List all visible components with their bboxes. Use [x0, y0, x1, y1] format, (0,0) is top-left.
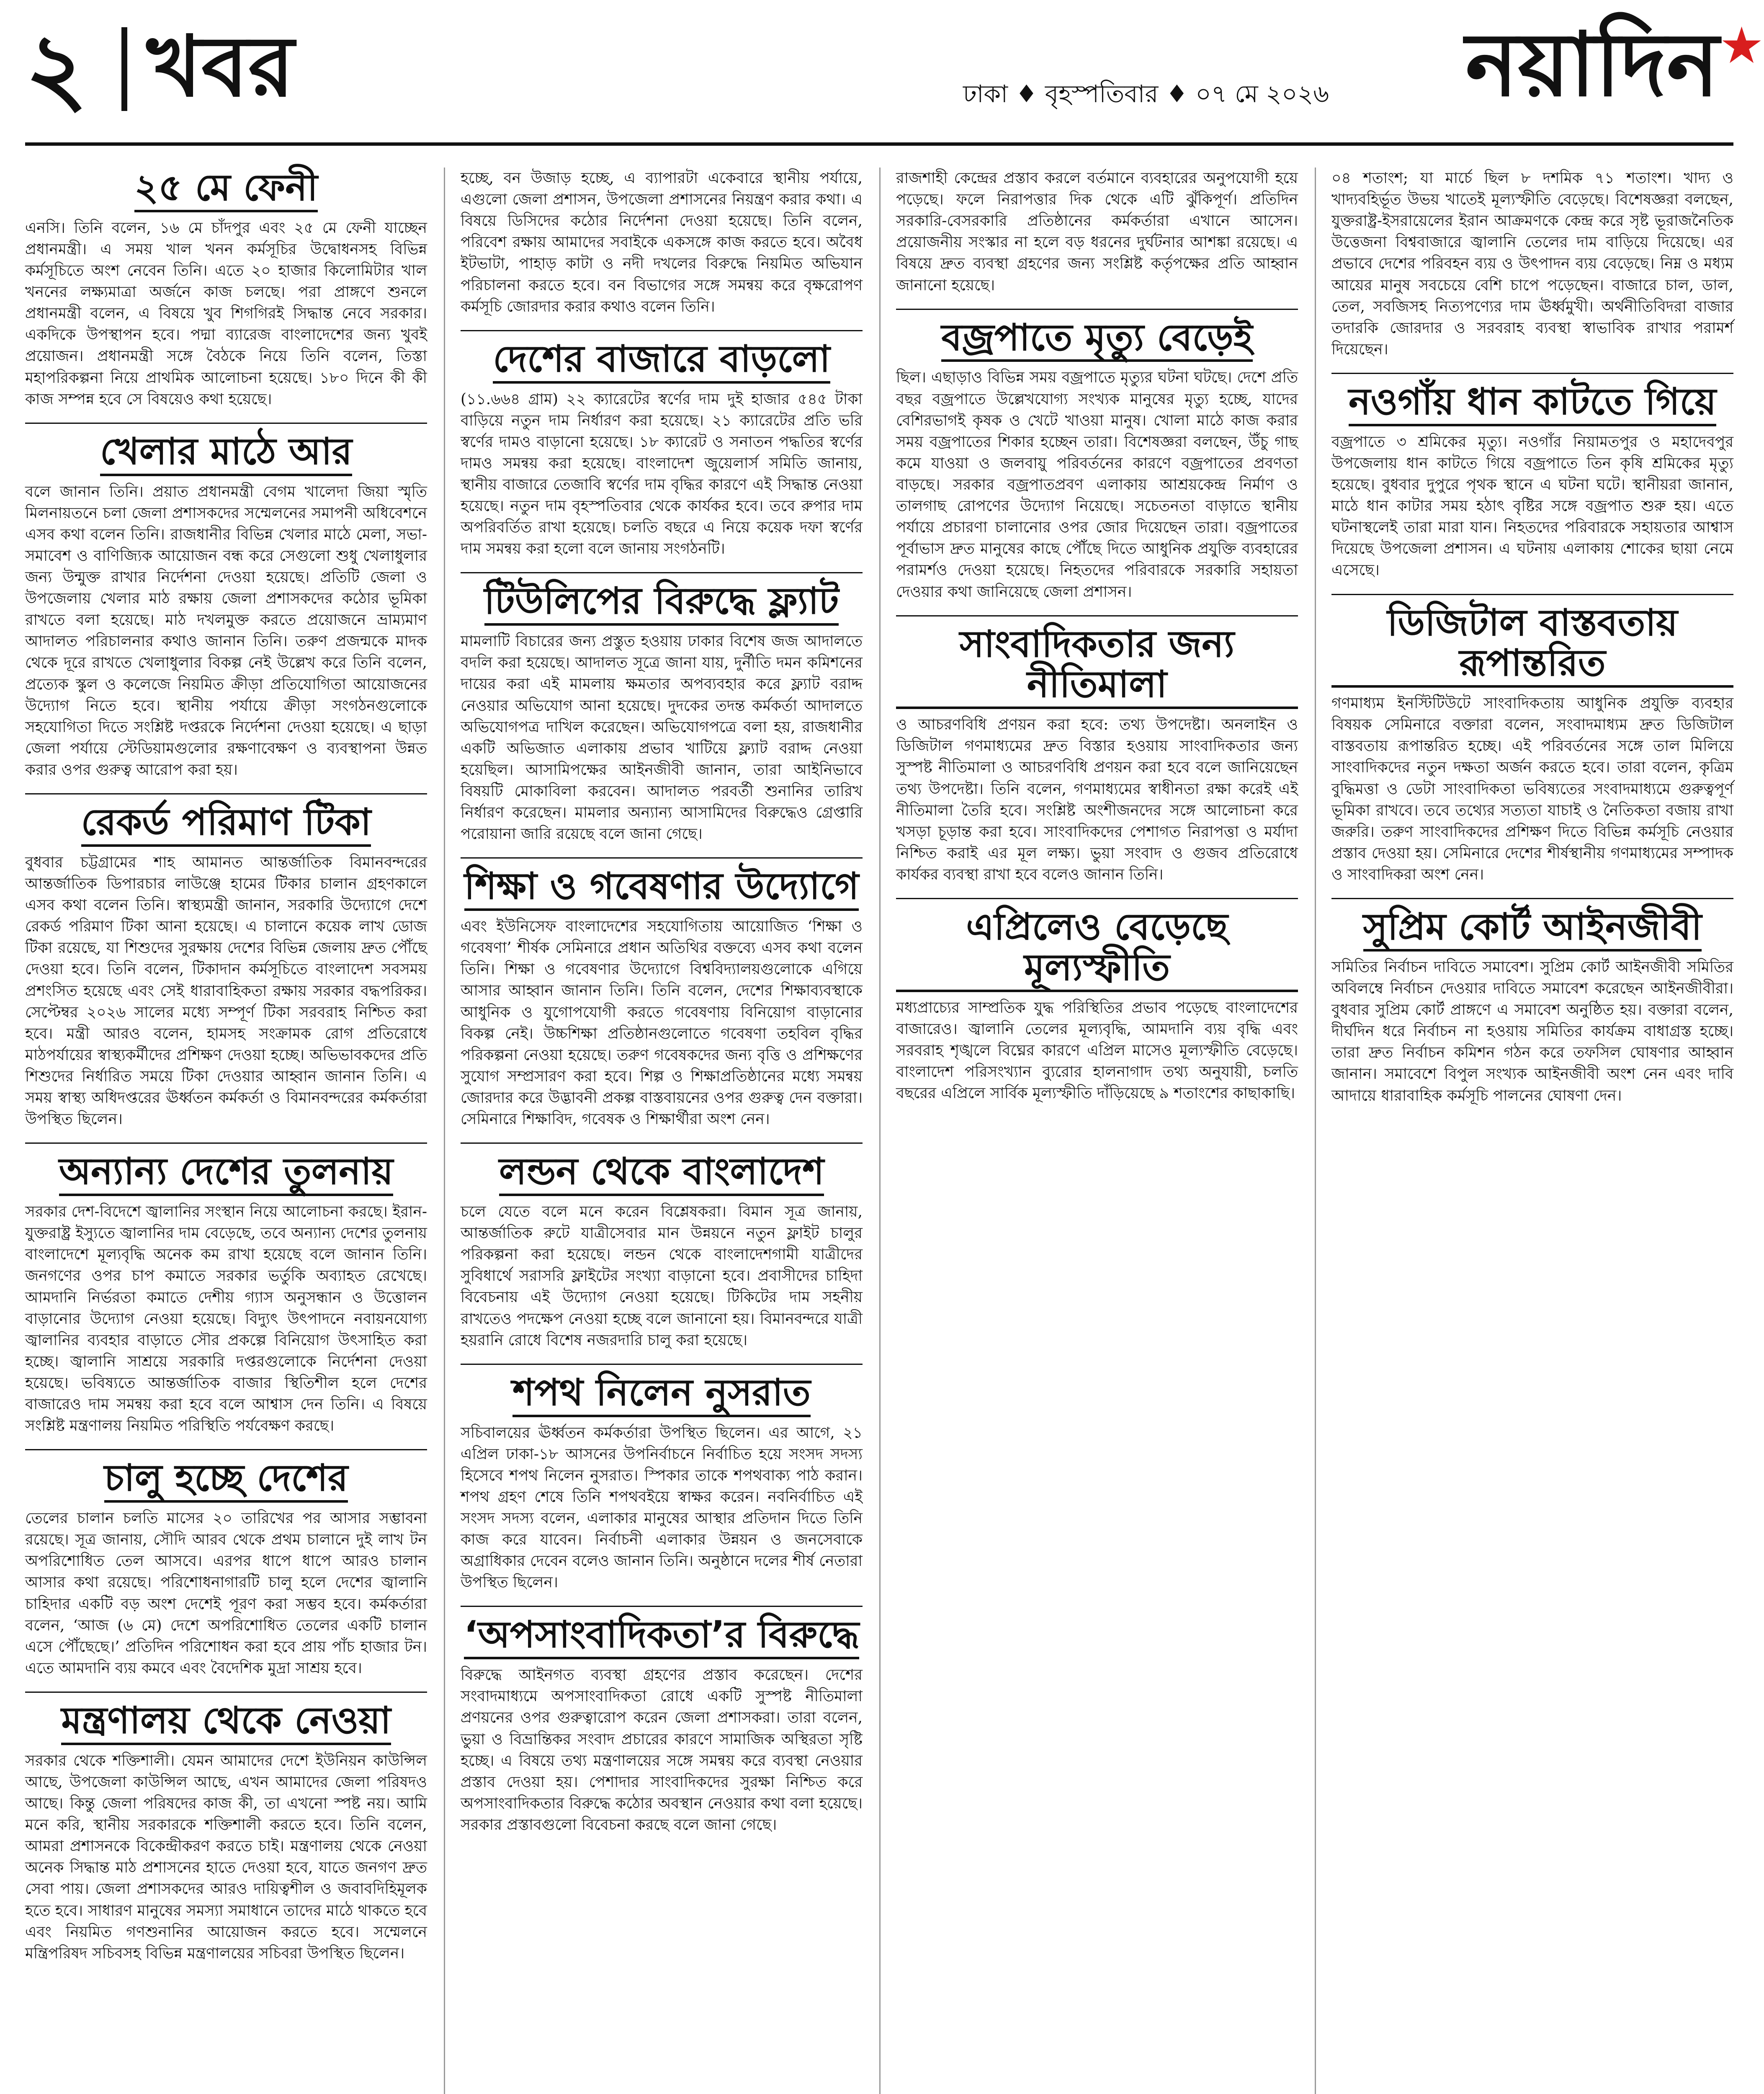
- news-story: [25, 1142, 427, 1436]
- masthead-logo: [1465, 13, 1764, 116]
- story-body: চলে যেতে বলে মনে করেন বিশ্লেষকরা। বিমান সূত্র জানায়, আন্তর্জাতিক রুটে যাত্রীসেবার মান উন্নয়নে নতুন ফ্লাইট চালুর পরিকল্পনা করা হয়েছে। লন্ডন থেকে বাংলাদেশগামী যাত্রীদের সুবিধার্থে সরাসরি ফ্লাইটের সংখ্যা বাড়ানো হবে। প্রবাসীদের চাহিদা বিবেচনায় এই উদ্যোগ নেওয়া হয়েছে। টিকিটের দাম সহনীয় রাখতেও পদক্ষেপ নেওয়া হচ্ছে বলে জানানো হয়। বিমানবন্দরে যাত্রী হয়রানি রোধে বিশেষ নজরদারি চালু করা হয়েছে।: [461, 1203, 863, 1349]
- story-body: রাজশাহী কেন্দ্রের প্রস্তাব করলে বর্তমানে ব্যবহারের অনুপযোগী হয়ে পড়েছে। ফলে নিরাপত্তার দিক থেকে এটি ঝুঁকিপূর্ণ। প্রতিদিন সরকারি-বেসরকারি প্রতিষ্ঠানের কর্মকর্তারা এখানে আসেন। প্রয়োজনীয় সংস্কার না হলে বড় ধরনের দুর্ঘটনার আশঙ্কা রয়েছে। এ বিষয়ে দ্রুত ব্যবস্থা গ্রহণের জন্য সংশ্লিষ্ট কর্তৃপক্ষের প্রতি আহ্বান জানানো হয়েছে।: [896, 170, 1298, 294]
- story-body: তেলের চালান চলতি মাসের ২০ তারিখের পর আসার সম্ভাবনা রয়েছে। সূত্র জানায়, সৌদি আরব থেকে প্রথম চালানে দুই লাখ টন অপরিশোধিত তেল আসবে। এরপর ধাপে ধাপে আরও চালান আসার কথা রয়েছে। পরিশোধনাগারটি চালু হলে দেশের জ্বালানি চাহিদার একটি বড় অংশ দেশেই পূরণ করা সম্ভব হবে। কর্মকর্তারা বলেন, ‘আজ (৬ মে) দেশে অপরিশোধিত তেলের একটি চালান এসে পৌঁছেছে।’ প্রতিদিন পরিশোধন করা হবে প্রায় পাঁচ হাজার টন। এতে আমদানি ব্যয় কমবে এবং বৈদেশিক মুদ্রা সাশ্রয় হবে।: [25, 1510, 427, 1677]
- story-headline: [25, 168, 427, 212]
- news-story: [25, 793, 427, 1130]
- headline-text: টিউলিপের বিরুদ্ধে ফ্ল্যাট: [484, 581, 839, 626]
- headline-text: ‘অপসাংবাদিকতা’র বিরুদ্ধে: [464, 1614, 859, 1659]
- story-body: বজ্রপাতে ৩ শ্রমিকের মৃত্যু। নওগাঁর নিয়ামতপুর ও মহাদেবপুর উপজেলায় ধান কাটতে গিয়ে বজ্রপাতে তিন কৃষি শ্রমিকের মৃত্যু হয়েছে। বুধবার দুপুরে পৃথক স্থানে এ ঘটনা ঘটে। স্থানীয়রা জানান, মাঠে ধান কাটার সময় হঠাৎ বৃষ্টির সঙ্গে বজ্রপাত শুরু হয়। এতে ঘটনাস্থলেই তারা মারা যান। নিহতদের পরিবারকে সহায়তার আশ্বাস দিয়েছে উপজেলা প্রশাসন। এ ঘটনায় এলাকায় শোকের ছায়া নেমে এসেছে।: [1331, 433, 1733, 579]
- headline-text: ২৫ মে ফেনী: [134, 168, 318, 212]
- story-headline: [1331, 373, 1733, 426]
- news-story: [896, 615, 1298, 885]
- story-body: এনসি। তিনি বলেন, ১৬ মে চাঁদপুর এবং ২৫ মে ফেনী যাচ্ছেন প্রধানমন্ত্রী। এ সময় খাল খনন কর্মসূচির উদ্বোধনসহ বিভিন্ন কর্মসূচিতে অংশ নেবেন তিনি। এতে ২০ হাজার কিলোমিটার খাল খননের লক্ষ্যমাত্রা অর্জনে কাজ চলছে। পরা প্রাঙ্গণে শুনলে প্রধানমন্ত্রী বলেন, এ বিষয়ে খুব শিগগিরই সিদ্ধান্ত নেবে সরকার। একদিকে উপস্থাপন হবে। পদ্মা ব্যারেজ বাংলাদেশের জন্য খুবই প্রয়োজন। প্রধানমন্ত্রী সঙ্গে বৈঠকে নিয়ে তিনি বলেন, তিস্তা মহাপরিকল্পনা নিয়ে প্রাথমিক আলোচনা হয়েছে। ১৮০ দিনে কী কী কাজ সম্পন্ন হবে সে বিষয়েও কথা হয়েছে।: [25, 219, 427, 408]
- news-story: [461, 1364, 863, 1594]
- story-headline: [25, 423, 427, 476]
- story-headline: [25, 793, 427, 847]
- news-story: [896, 168, 1298, 296]
- news-story: [461, 330, 863, 560]
- headline-text: সাংবাদিকতার জন্য নীতিমালা: [896, 624, 1298, 709]
- news-story: [896, 898, 1298, 1104]
- headline-text: নওগাঁয় ধান কাটতে গিয়ে: [1349, 382, 1716, 426]
- story-body: বলে জানান তিনি। প্রয়াত প্রধানমন্ত্রী বেগম খালেদা জিয়া স্মৃতি মিলনায়তনে চলা জেলা প্রশাসকদের সম্মেলনের সমাপনী অধিবেশনে এসব কথা বলেন তিনি। রাজধানীর বিভিন্ন খেলার মাঠে মেলা, সভা-সমাবেশ ও বাণিজ্যিক আয়োজন বন্ধ করে সেগুলো শুধু খেলাধুলার জন্য উন্মুক্ত রাখার নির্দেশনা দেওয়া হয়েছে। প্রতিটি জেলা ও উপজেলায় খেলার মাঠ রক্ষায় জেলা প্রশাসকদের কঠোর ভূমিকা রাখতে বলা হয়েছে। মাঠ দখলমুক্ত করতে প্রয়োজনে ভ্রাম্যমাণ আদালত পরিচালনার কথাও জানান তিনি। তরুণ প্রজন্মকে মাদক থেকে দূরে রাখতে খেলাধুলার বিকল্প নেই উল্লেখ করে তিনি বলেন, প্রত্যেক স্কুল ও কলেজে নিয়মিত ক্রীড়া প্রতিযোগিতা আয়োজনের উদ্যোগ নিতে হবে। স্থানীয় পর্যায়ে ক্রীড়া সংগঠনগুলোকে সহযোগিতা দিতে সংশ্লিষ্ট দপ্তরকে নির্দেশনা দেওয়া হয়েছে। এ ছাড়া জেলা পর্যায়ে স্টেডিয়ামগুলোর রক্ষণাবেক্ষণ ও ব্যবস্থাপনা উন্নত করার ওপর গুরুত্ব আরোপ করা হয়।: [25, 483, 427, 779]
- story-body: সমিতির নির্বাচন দাবিতে সমাবেশ। সুপ্রিম কোর্ট আইনজীবী সমিতির অবিলম্বে নির্বাচন দেওয়ার দাবিতে সমাবেশ করেছেন আইনজীবীরা। বুধবার সুপ্রিম কোর্ট প্রাঙ্গণে এ সমাবেশ অনুষ্ঠিত হয়। বক্তারা বলেন, দীর্ঘদিন ধরে নির্বাচন না হওয়ায় সমিতির কার্যক্রম বাধাগ্রস্ত হচ্ছে। তারা দ্রুত নির্বাচন কমিশন গঠন করে তফসিল ঘোষণার আহ্বান জানান। সমাবেশে বিপুল সংখ্যক আইনজীবী অংশ নেন এবং দাবি আদায়ে ধারাবাহিক কর্মসূচি পালনের ঘোষণা দেন।: [1331, 958, 1733, 1104]
- news-story: [461, 1606, 863, 1836]
- column-1: [25, 168, 427, 2094]
- story-body: ও আচরণবিধি প্রণয়ন করা হবে: তথ্য উপদেষ্টা। অনলাইন ও ডিজিটাল গণমাধ্যমের দ্রুত বিস্তার হওয়ায় সাংবাদিকতার জন্য সুস্পষ্ট নীতিমালা ও আচরণবিধি প্রণয়ন করা হবে বলে জানিয়েছেন তথ্য উপদেষ্টা। তিনি বলেন, গণমাধ্যমের স্বাধীনতা রক্ষা করেই এই নীতিমালা তৈরি হবে। সংশ্লিষ্ট অংশীজনদের সঙ্গে আলোচনা করে খসড়া চূড়ান্ত করা হবে। সাংবাদিকদের পেশাগত নিরাপত্তা ও মর্যাদা নিশ্চিত করাই এর মূল লক্ষ্য। ভুয়া সংবাদ ও গুজব প্রতিরোধে কার্যকর ব্যবস্থা রাখা হবে বলেও জানান তিনি।: [896, 716, 1298, 884]
- news-story: [461, 168, 863, 317]
- section-divider: [121, 27, 127, 111]
- headline-text: লন্ডন থেকে বাংলাদেশ: [499, 1151, 824, 1196]
- story-headline: [461, 1606, 863, 1659]
- news-story: [25, 1692, 427, 1964]
- story-body: সচিবালয়ের ঊর্ধ্বতন কর্মকর্তারা উপস্থিত ছিলেন। এর আগে, ২১ এপ্রিল ঢাকা-১৮ আসনের উপনির্বাচনে নির্বাচিত হয়ে সংসদ সদস্য হিসেবে শপথ নিলেন নুসরাত। স্পিকার তাকে শপথবাক্য পাঠ করান। শপথ গ্রহণ শেষে তিনি শপথবইয়ে স্বাক্ষর করেন। নবনির্বাচিত এই সংসদ সদস্য বলেন, এলাকার মানুষের আস্থার প্রতিদান দিতে তিনি কাজ করে যাবেন। নির্বাচনী এলাকার উন্নয়ন ও জনসেবাকে অগ্রাধিকার দেবেন বলেও জানান তিনি। অনুষ্ঠানে দলের শীর্ষ নেতারা উপস্থিত ছিলেন।: [461, 1424, 863, 1591]
- column-2: [461, 168, 863, 2094]
- story-body: মধ্যপ্রাচ্যের সাম্প্রতিক যুদ্ধ পরিস্থিতির প্রভাব পড়েছে বাংলাদেশের বাজারেও। জ্বালানি তেলের মূল্যবৃদ্ধি, আমদানি ব্যয় বৃদ্ধি এবং সরবরাহ শৃঙ্খলে বিঘ্নের কারণে এপ্রিল মাসেও মূল্যস্ফীতি বেড়েছে। বাংলাদেশ পরিসংখ্যান ব্যুরোর হালনাগাদ তথ্য অনুযায়ী, চলতি বছরের এপ্রিলে সার্বিক মূল্যস্ফীতি দাঁড়িয়েছে ৯ শতাংশের কাছাকাছি।: [896, 999, 1298, 1102]
- story-body: (১১.৬৬৪ গ্রাম) ২২ ক্যারেটের স্বর্ণের দাম দুই হাজার ৫৪৫ টাকা বাড়িয়ে নতুন দাম নির্ধারণ করা হয়েছে। ২১ ক্যারেটের প্রতি ভরি স্বর্ণের দামও বাড়ানো হয়েছে। ১৮ ক্যারেট ও সনাতন পদ্ধতির স্বর্ণের দামও সমন্বয় করা হয়েছে। বাংলাদেশ জুয়েলার্স সমিতি জানায়, স্থানীয় বাজারে তেজাবি স্বর্ণের দাম বৃদ্ধির কারণে এই সিদ্ধান্ত নেওয়া হয়েছে। নতুন দাম বৃহস্পতিবার থেকে কার্যকর হবে। তবে রুপার দাম অপরিবর্তিত রাখা হয়েছে। চলতি বছরে এ নিয়ে কয়েক দফা স্বর্ণের দাম সমন্বয় করা হলো বলে জানায় সংগঠনটি।: [461, 390, 863, 558]
- story-headline: [1331, 594, 1733, 688]
- story-body: গণমাধ্যম ইনস্টিটিউটে সাংবাদিকতায় আধুনিক প্রযুক্তি ব্যবহার বিষয়ক সেমিনারে বক্তারা বলেন, সংবাদমাধ্যম দ্রুত ডিজিটাল বাস্তবতায় রূপান্তরিত হচ্ছে। এই পরিবর্তনের সঙ্গে তাল মিলিয়ে সাংবাদিকদের নতুন দক্ষতা অর্জন করতে হবে। তারা বলেন, কৃত্রিম বুদ্ধিমত্তা ও ডেটা সাংবাদিকতা ভবিষ্যতের সংবাদমাধ্যমে গুরুত্বপূর্ণ ভূমিকা রাখবে। তবে তথ্যের সত্যতা যাচাই ও নৈতিকতা বজায় রাখা জরুরি। তরুণ সাংবাদিকদের প্রশিক্ষণ দিতে বিভিন্ন কর্মসূচি নেওয়ার প্রস্তাব দেওয়া হয়। সেমিনারে দেশের শীর্ষস্থানীয় গণমাধ্যমের সম্পাদক ও সাংবাদিকরা অংশ নেন।: [1331, 695, 1733, 884]
- story-body: বুধবার চট্টগ্রামের শাহ আমানত আন্তর্জাতিক বিমানবন্দরের আন্তর্জাতিক ডিপারচার লাউঞ্জে হামের টিকার চালান গ্রহণকালে এসব কথা বলেন তিনি। স্বাস্থ্যমন্ত্রী জানান, সরকারি উদ্যোগে দেশে রেকর্ড পরিমাণ টিকা আনা হয়েছে। এ চালানে কয়েক লাখ ডোজ টিকা রয়েছে, যা শিশুদের সুরক্ষায় দেশের বিভিন্ন জেলায় দ্রুত পৌঁছে দেওয়া হবে। তিনি বলেন, টিকাদান কর্মসূচিতে বাংলাদেশ সবসময় প্রশংসিত হয়েছে এবং সেই ধারাবাহিকতা রক্ষায় সরকার বদ্ধপরিকর। সেপ্টেম্বর ২০২৬ সালের মধ্যে সম্পূর্ণ টিকা সরবরাহ নিশ্চিত করা হবে। মন্ত্রী আরও বলেন, হামসহ সংক্রামক রোগ প্রতিরোধে মাঠপর্যায়ের স্বাস্থ্যকর্মীদের প্রশিক্ষণ দেওয়া হচ্ছে। অভিভাবকদের প্রতি শিশুদের নির্ধারিত সময়ে টিকা দেওয়ার আহ্বান জানান তিনি। এ সময় স্বাস্থ্য অধিদপ্তরের ঊর্ধ্বতন কর্মকর্তা ও বিমানবন্দরের কর্মকর্তারা উপস্থিত ছিলেন।: [25, 854, 427, 1128]
- page-header: [25, 13, 1764, 155]
- story-body: মামলাটি বিচারের জন্য প্রস্তুত হওয়ায় ঢাকার বিশেষ জজ আদালতে বদলি করা হয়েছে। আদালত সূত্রে জানা যায়, দুর্নীতি দমন কমিশনের দায়ের করা এই মামলায় ক্ষমতার অপব্যবহার করে ফ্ল্যাট বরাদ্দ নেওয়ার অভিযোগ আনা হয়েছে। দুদকের তদন্ত কর্মকর্তা আদালতে অভিযোগপত্র দাখিল করেছেন। অভিযোগপত্রে বলা হয়, রাজধানীর একটি অভিজাত এলাকায় প্রভাব খাটিয়ে ফ্ল্যাট বরাদ্দ নেওয়া হয়েছিল। আসামিপক্ষের আইনজীবী জানান, তারা আইনিভাবে বিষয়টি মোকাবিলা করবেন। আদালত পরবর্তী শুনানির তারিখ নির্ধারণ করেছেন। মামলার অন্যান্য আসামিদের বিরুদ্ধেও গ্রেপ্তারি পরোয়ানা জারি রয়েছে বলে জানা গেছে।: [461, 633, 863, 843]
- masthead-text: নয়াদিন: [1465, 13, 1719, 116]
- news-story: [461, 572, 863, 845]
- news-story: [461, 857, 863, 1130]
- story-body: ০৪ শতাংশ; যা মার্চে ছিল ৮ দশমিক ৭১ শতাংশ। খাদ্য ও খাদ্যবহির্ভূত উভয় খাতেই মূল্যস্ফীতি বেড়েছে। বিশেষজ্ঞরা বলছেন, যুক্তরাষ্ট্র-ইসরায়েলের ইরান আক্রমণকে কেন্দ্র করে সৃষ্ট ভূরাজনৈতিক উত্তেজনা বিশ্ববাজারে জ্বালানি তেলের দাম বাড়িয়ে দিয়েছে। এর প্রভাবে দেশের পরিবহন ব্যয় ও উৎপাদন ব্যয় বেড়েছে। নিম্ন ও মধ্যম আয়ের মানুষ সবচেয়ে বেশি চাপে পড়েছেন। বাজারে চাল, ডাল, তেল, সবজিসহ নিত্যপণ্যের দাম ঊর্ধ্বমুখী। অর্থনীতিবিদরা বাজার তদারকি জোরদার ও সরবরাহ ব্যবস্থা স্বাভাবিক রাখার পরামর্শ দিয়েছেন।: [1331, 170, 1733, 358]
- headline-text: খেলার মাঠে আর: [100, 431, 352, 476]
- headline-text: দেশের বাজারে বাড়লো: [493, 339, 830, 384]
- story-headline: [896, 898, 1298, 992]
- story-body: সরকার দেশ-বিদেশে জ্বালানির সংস্থান নিয়ে আলোচনা করছে। ইরান-যুক্তরাষ্ট্র ইস্যুতে জ্বালানির দাম বেড়েছে, তবে অন্যান্য দেশের তুলনায় বাংলাদেশে মূল্যবৃদ্ধি অনেক কম রাখা হয়েছে বলে জানান তিনি। জনগণের ওপর চাপ কমাতে সরকার ভর্তুকি অব্যাহত রেখেছে। আমদানি নির্ভরতা কমাতে দেশীয় গ্যাস অনুসন্ধান ও উত্তোলন বাড়ানোর উদ্যোগ নেওয়া হয়েছে। বিদ্যুৎ উৎপাদনে নবায়নযোগ্য জ্বালানির ব্যবহার বাড়াতে সৌর প্রকল্পে বিনিয়োগ উৎসাহিত করা হচ্ছে। জ্বালানি সাশ্রয়ে সরকারি দপ্তরগুলোকে নির্দেশনা দেওয়া হয়েছে। ভবিষ্যতে আন্তর্জাতিক বাজার স্থিতিশীল হলে দেশের বাজারেও দাম সমন্বয় করা হবে বলে আশ্বাস দেন তিনি। এ বিষয়ে সংশ্লিষ্ট মন্ত্রণালয় নিয়মিত পরিস্থিতি পর্যবেক্ষণ করছে।: [25, 1203, 427, 1435]
- news-story: [896, 309, 1298, 603]
- column-divider: [1315, 168, 1316, 2094]
- story-headline: [896, 615, 1298, 709]
- headline-text: এপ্রিলেও বেড়েছে মূল্যস্ফীতি: [896, 907, 1298, 992]
- header-rule: [25, 142, 1733, 146]
- headline-text: শপথ নিলেন নুসরাত: [512, 1372, 811, 1417]
- column-divider: [444, 168, 445, 2094]
- news-story: [25, 168, 427, 410]
- news-story: [25, 423, 427, 781]
- story-body: সরকার থেকে শক্তিশালী। যেমন আমাদের দেশে ইউনিয়ন কাউন্সিল আছে, উপজেলা কাউন্সিল আছে, এখন আমাদের জেলা পরিষদও আছে। কিন্তু জেলা পরিষদের কাজ কী, তা এখনো স্পষ্ট নয়। আমি মনে করি, স্থানীয় সরকারকে শক্তিশালী করতে হবে। তিনি বলেন, আমরা প্রশাসনকে বিকেন্দ্রীকরণ করতে চাই। মন্ত্রণালয় থেকে নেওয়া অনেক সিদ্ধান্ত মাঠ প্রশাসনের হাতে দেওয়া হবে, যাতে জনগণ দ্রুত সেবা পায়। জেলা প্রশাসকদের আরও দায়িত্বশীল ও জবাবদিহিমূলক হতে হবে। সাধারণ মানুষের সমস্যা সমাধানে তাদের মাঠে থাকতে হবে এবং নিয়মিত গণশুনানির আয়োজন করতে হবে। সম্মেলনে মন্ত্রিপরিষদ সচিবসহ বিভিন্ন মন্ত্রণালয়ের সচিবরা উপস্থিত ছিলেন।: [25, 1752, 427, 1962]
- story-body: এবং ইউনিসেফ বাংলাদেশের সহযোগিতায় আয়োজিত ‘শিক্ষা ও গবেষণা’ শীর্ষক সেমিনারে প্রধান অতিথির বক্তব্যে এসব কথা বলেন তিনি। শিক্ষা ও গবেষণার উদ্যোগে বিশ্ববিদ্যালয়গুলোকে এগিয়ে আসার আহ্বান জানান তিনি। তিনি বলেন, দেশের শিক্ষাব্যবস্থাকে আধুনিক ও যুগোপযোগী করতে গবেষণায় বিনিয়োগ বাড়ানোর বিকল্প নেই। উচ্চশিক্ষা প্রতিষ্ঠানগুলোতে গবেষণা তহবিল বৃদ্ধির পরিকল্পনা নেওয়া হয়েছে। তরুণ গবেষকদের জন্য বৃত্তি ও প্রশিক্ষণের সুযোগ সম্প্রসারণ করা হবে। শিল্প ও শিক্ষাপ্রতিষ্ঠানের মধ্যে সমন্বয় জোরদার করে উদ্ভাবনী প্রকল্প বাস্তবায়নের ওপর গুরুত্ব দেন বক্তারা। সেমিনারে শিক্ষাবিদ, গবেষক ও শিক্ষার্থীরা অংশ নেন।: [461, 918, 863, 1128]
- headline-text: অন্যান্য দেশের তুলনায়: [59, 1151, 393, 1196]
- story-headline: [461, 572, 863, 626]
- story-headline: [461, 330, 863, 384]
- story-body: ছিল। এছাড়াও বিভিন্ন সময় বজ্রপাতে মৃত্যুর ঘটনা ঘটছে। দেশে প্রতি বছর বজ্রপাতে উল্লেখযোগ্য সংখ্যক মানুষের মৃত্যু হচ্ছে, যাদের বেশিরভাগই কৃষক ও খেটে খাওয়া মানুষ। খোলা মাঠে কাজ করার সময় বজ্রপাতের শিকার হচ্ছেন তারা। বিশেষজ্ঞরা বলছেন, উঁচু গাছ কমে যাওয়া ও জলবায়ু পরিবর্তনের কারণে বজ্রপাতের প্রবণতা বাড়ছে। সরকার বজ্রপাতপ্রবণ এলাকায় আশ্রয়কেন্দ্র নির্মাণ ও তালগাছ রোপণের উদ্যোগ নিয়েছে। সচেতনতা বাড়াতে স্থানীয় পর্যায়ে প্রচারণা চালানোর ওপর জোর দিয়েছেন তারা। বজ্রপাতের পূর্বাভাস দ্রুত মানুষের কাছে পৌঁছে দিতে আধুনিক প্রযুক্তি ব্যবহারের পরামর্শও দেওয়া হয়েছে। নিহতদের পরিবারকে সরকারি সহায়তা দেওয়ার কথা জানিয়েছে জেলা প্রশাসন।: [896, 369, 1298, 601]
- story-headline: [25, 1692, 427, 1745]
- headline-text: ডিজিটাল বাস্তবতায় রূপান্তরিত: [1331, 603, 1733, 688]
- story-headline: [461, 857, 863, 911]
- column-3: [896, 168, 1298, 2094]
- story-headline: [25, 1449, 427, 1503]
- story-headline: [461, 1142, 863, 1196]
- news-story: [1331, 168, 1733, 360]
- story-headline: [1331, 898, 1733, 952]
- story-body: বিরুদ্ধে আইনগত ব্যবস্থা গ্রহণের প্রস্তাব করেছেন। দেশের সংবাদমাধ্যমে অপসাংবাদিকতা রোধে একটি সুস্পষ্ট নীতিমালা প্রণয়নের ওপর গুরুত্বারোপ করেন জেলা প্রশাসকরা। তারা বলেন, ভুয়া ও বিভ্রান্তিকর সংবাদ প্রচারের কারণে সামাজিক অস্থিরতা সৃষ্টি হচ্ছে। এ বিষয়ে তথ্য মন্ত্রণালয়ের সঙ্গে সমন্বয় করে ব্যবস্থা নেওয়ার প্রস্তাব দেওয়া হয়। পেশাদার সাংবাদিকদের সুরক্ষা নিশ্চিত করে অপসাংবাদিকতার বিরুদ্ধে কঠোর অবস্থান নেওয়ার কথা বলা হয়েছে। সরকার প্রস্তাবগুলো বিবেচনা করছে বলে জানা গেছে।: [461, 1666, 863, 1834]
- headline-text: রেকর্ড পরিমাণ টিকা: [81, 802, 371, 847]
- headline-text: বজ্রপাতে মৃত্যু বেড়েই: [941, 317, 1252, 362]
- headline-text: শিক্ষা ও গবেষণার উদ্যোগে: [464, 866, 859, 911]
- headline-text: সুপ্রিম কোর্ট আইনজীবী: [1363, 907, 1702, 952]
- story-body: হচ্ছে, বন উজাড় হচ্ছে, এ ব্যাপারটা একেবারে স্থানীয় পর্যায়ে, এগুলো জেলা প্রশাসন, উপজেলা প্রশাসনের নিয়ন্ত্রণ করার কথা। এ বিষয়ে ডিসিদের কঠোর নির্দেশনা দেওয়া হয়েছে। তিনি বলেন, পরিবেশ রক্ষায় আমাদের সবাইকে একসঙ্গে কাজ করতে হবে। অবৈধ ইটভাটা, পাহাড় কাটা ও নদী দখলের বিরুদ্ধে নিয়মিত অভিযান পরিচালনা করতে হবে। বন বিভাগের সঙ্গে সমন্বয় করে বৃক্ষরোপণ কর্মসূচি জোরদার করার কথাও বলেন তিনি।: [461, 170, 863, 315]
- story-headline: [25, 1142, 427, 1196]
- headline-text: চালু হচ্ছে দেশের: [104, 1458, 348, 1503]
- story-headline: [461, 1364, 863, 1417]
- news-story: [1331, 594, 1733, 886]
- headline-text: মন্ত্রণালয় থেকে নেওয়া: [61, 1700, 391, 1745]
- masthead-star-icon: ★: [1719, 17, 1764, 75]
- news-story: [1331, 898, 1733, 1106]
- story-headline: [896, 309, 1298, 362]
- dateline: ঢাকা ♦ বৃহস্পতিবার ♦ ০৭ মে ২০২৬: [963, 80, 1329, 108]
- page-number: ২: [25, 13, 88, 125]
- news-story: [461, 1142, 863, 1351]
- section-title: খবর: [147, 18, 294, 116]
- news-story: [1331, 373, 1733, 581]
- column-divider: [879, 168, 881, 2094]
- column-4: [1331, 168, 1733, 2094]
- news-story: [25, 1449, 427, 1679]
